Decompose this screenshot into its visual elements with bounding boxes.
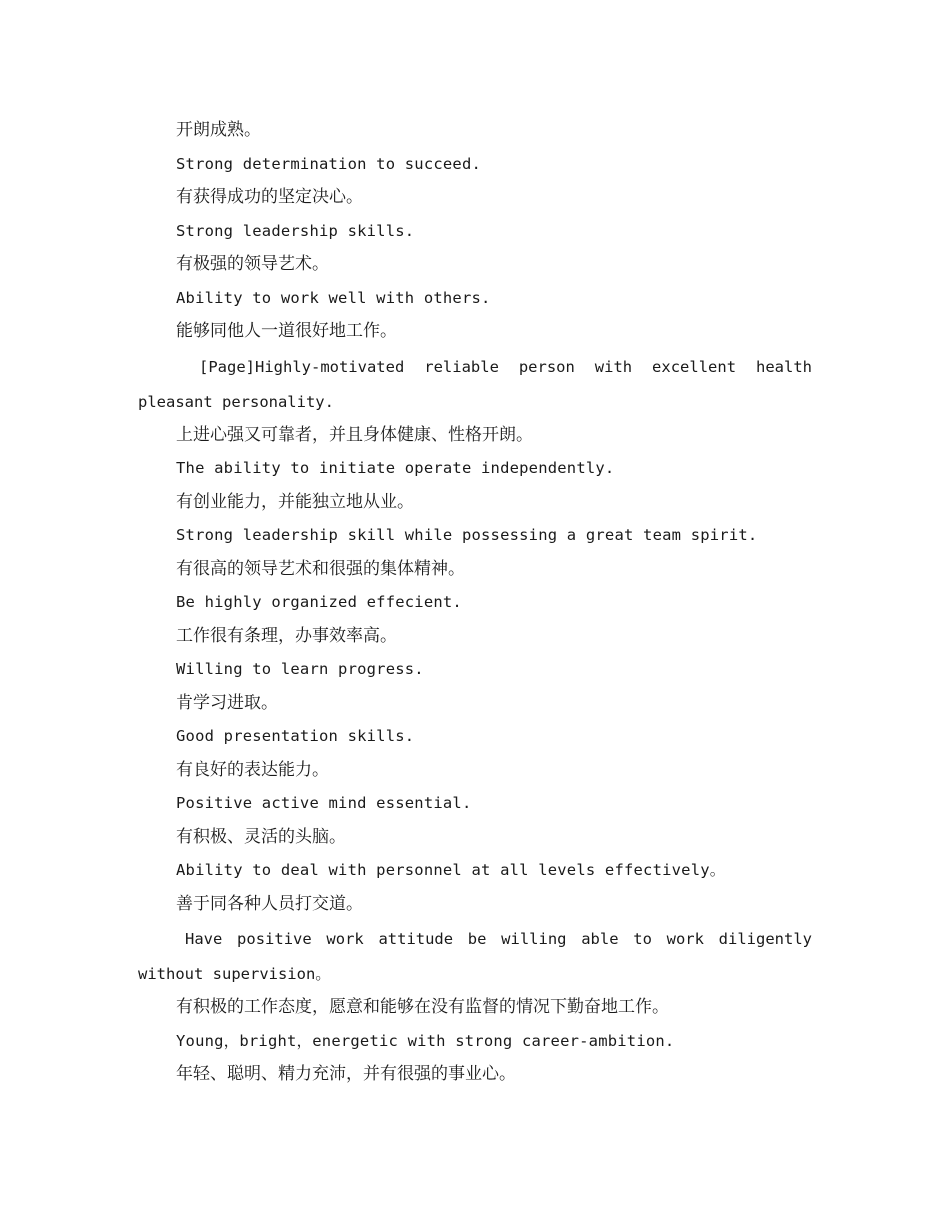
text-line: 有很高的领导艺术和很强的集体精神。 bbox=[176, 558, 465, 579]
text-line: 有极强的领导艺术。 bbox=[176, 254, 329, 274]
text-line: 能够同他人一道很好地工作。 bbox=[176, 321, 397, 341]
text-line: Ability to deal with personnel at all levels effectively。 bbox=[176, 861, 726, 879]
text-line: 年轻、聪明、精力充沛，并有很强的事业心。 bbox=[176, 1064, 516, 1084]
text-line: 上进心强又可靠者，并且身体健康、性格开朗。 bbox=[176, 424, 533, 445]
paragraph-first-line: [Page]Highly-motivated reliable person with excellent health bbox=[199, 357, 812, 376]
text-line: 工作很有条理，办事效率高。 bbox=[176, 625, 397, 646]
document-body bbox=[138, 114, 812, 1092]
text-line: 有积极的工作态度，愿意和能够在没有监督的情况下勤奋地工作。 bbox=[176, 997, 669, 1017]
paragraph-continuation: without supervision。 bbox=[138, 965, 331, 983]
text-line: Good presentation skills. bbox=[176, 727, 415, 745]
text-line: Positive active mind essential. bbox=[176, 794, 472, 812]
text-line: 肯学习进取。 bbox=[176, 692, 278, 713]
text-line: Be highly organized effecient. bbox=[176, 593, 462, 611]
text-line: Strong leadership skills. bbox=[176, 221, 415, 240]
text-line: Strong determination to succeed. bbox=[176, 154, 482, 173]
text-line: Ability to work well with others. bbox=[176, 288, 491, 307]
paragraph-wrapped bbox=[138, 349, 812, 419]
text-line: 善于同各种人员打交道。 bbox=[176, 893, 363, 914]
text-line: The ability to initiate operate independently. bbox=[176, 459, 615, 477]
text-line: Strong leadership skill while possessing a great team spirit. bbox=[176, 526, 758, 544]
paragraph-continuation: pleasant personality. bbox=[138, 392, 334, 411]
text-line: Willing to learn progress. bbox=[176, 660, 424, 678]
text-line: Young，bright，energetic with strong career-ambition. bbox=[176, 1031, 675, 1050]
paragraph-first-line: Have positive work attitude be willing able to work diligently bbox=[185, 930, 812, 948]
text-line: 开朗成熟。 bbox=[176, 120, 261, 140]
text-line: 有积极、灵活的头脑。 bbox=[176, 826, 346, 847]
text-line: 有获得成功的坚定决心。 bbox=[176, 187, 363, 207]
text-line: 有创业能力，并能独立地从业。 bbox=[176, 491, 414, 512]
paragraph-wrapped bbox=[138, 921, 812, 991]
text-line: 有良好的表达能力。 bbox=[176, 759, 329, 780]
